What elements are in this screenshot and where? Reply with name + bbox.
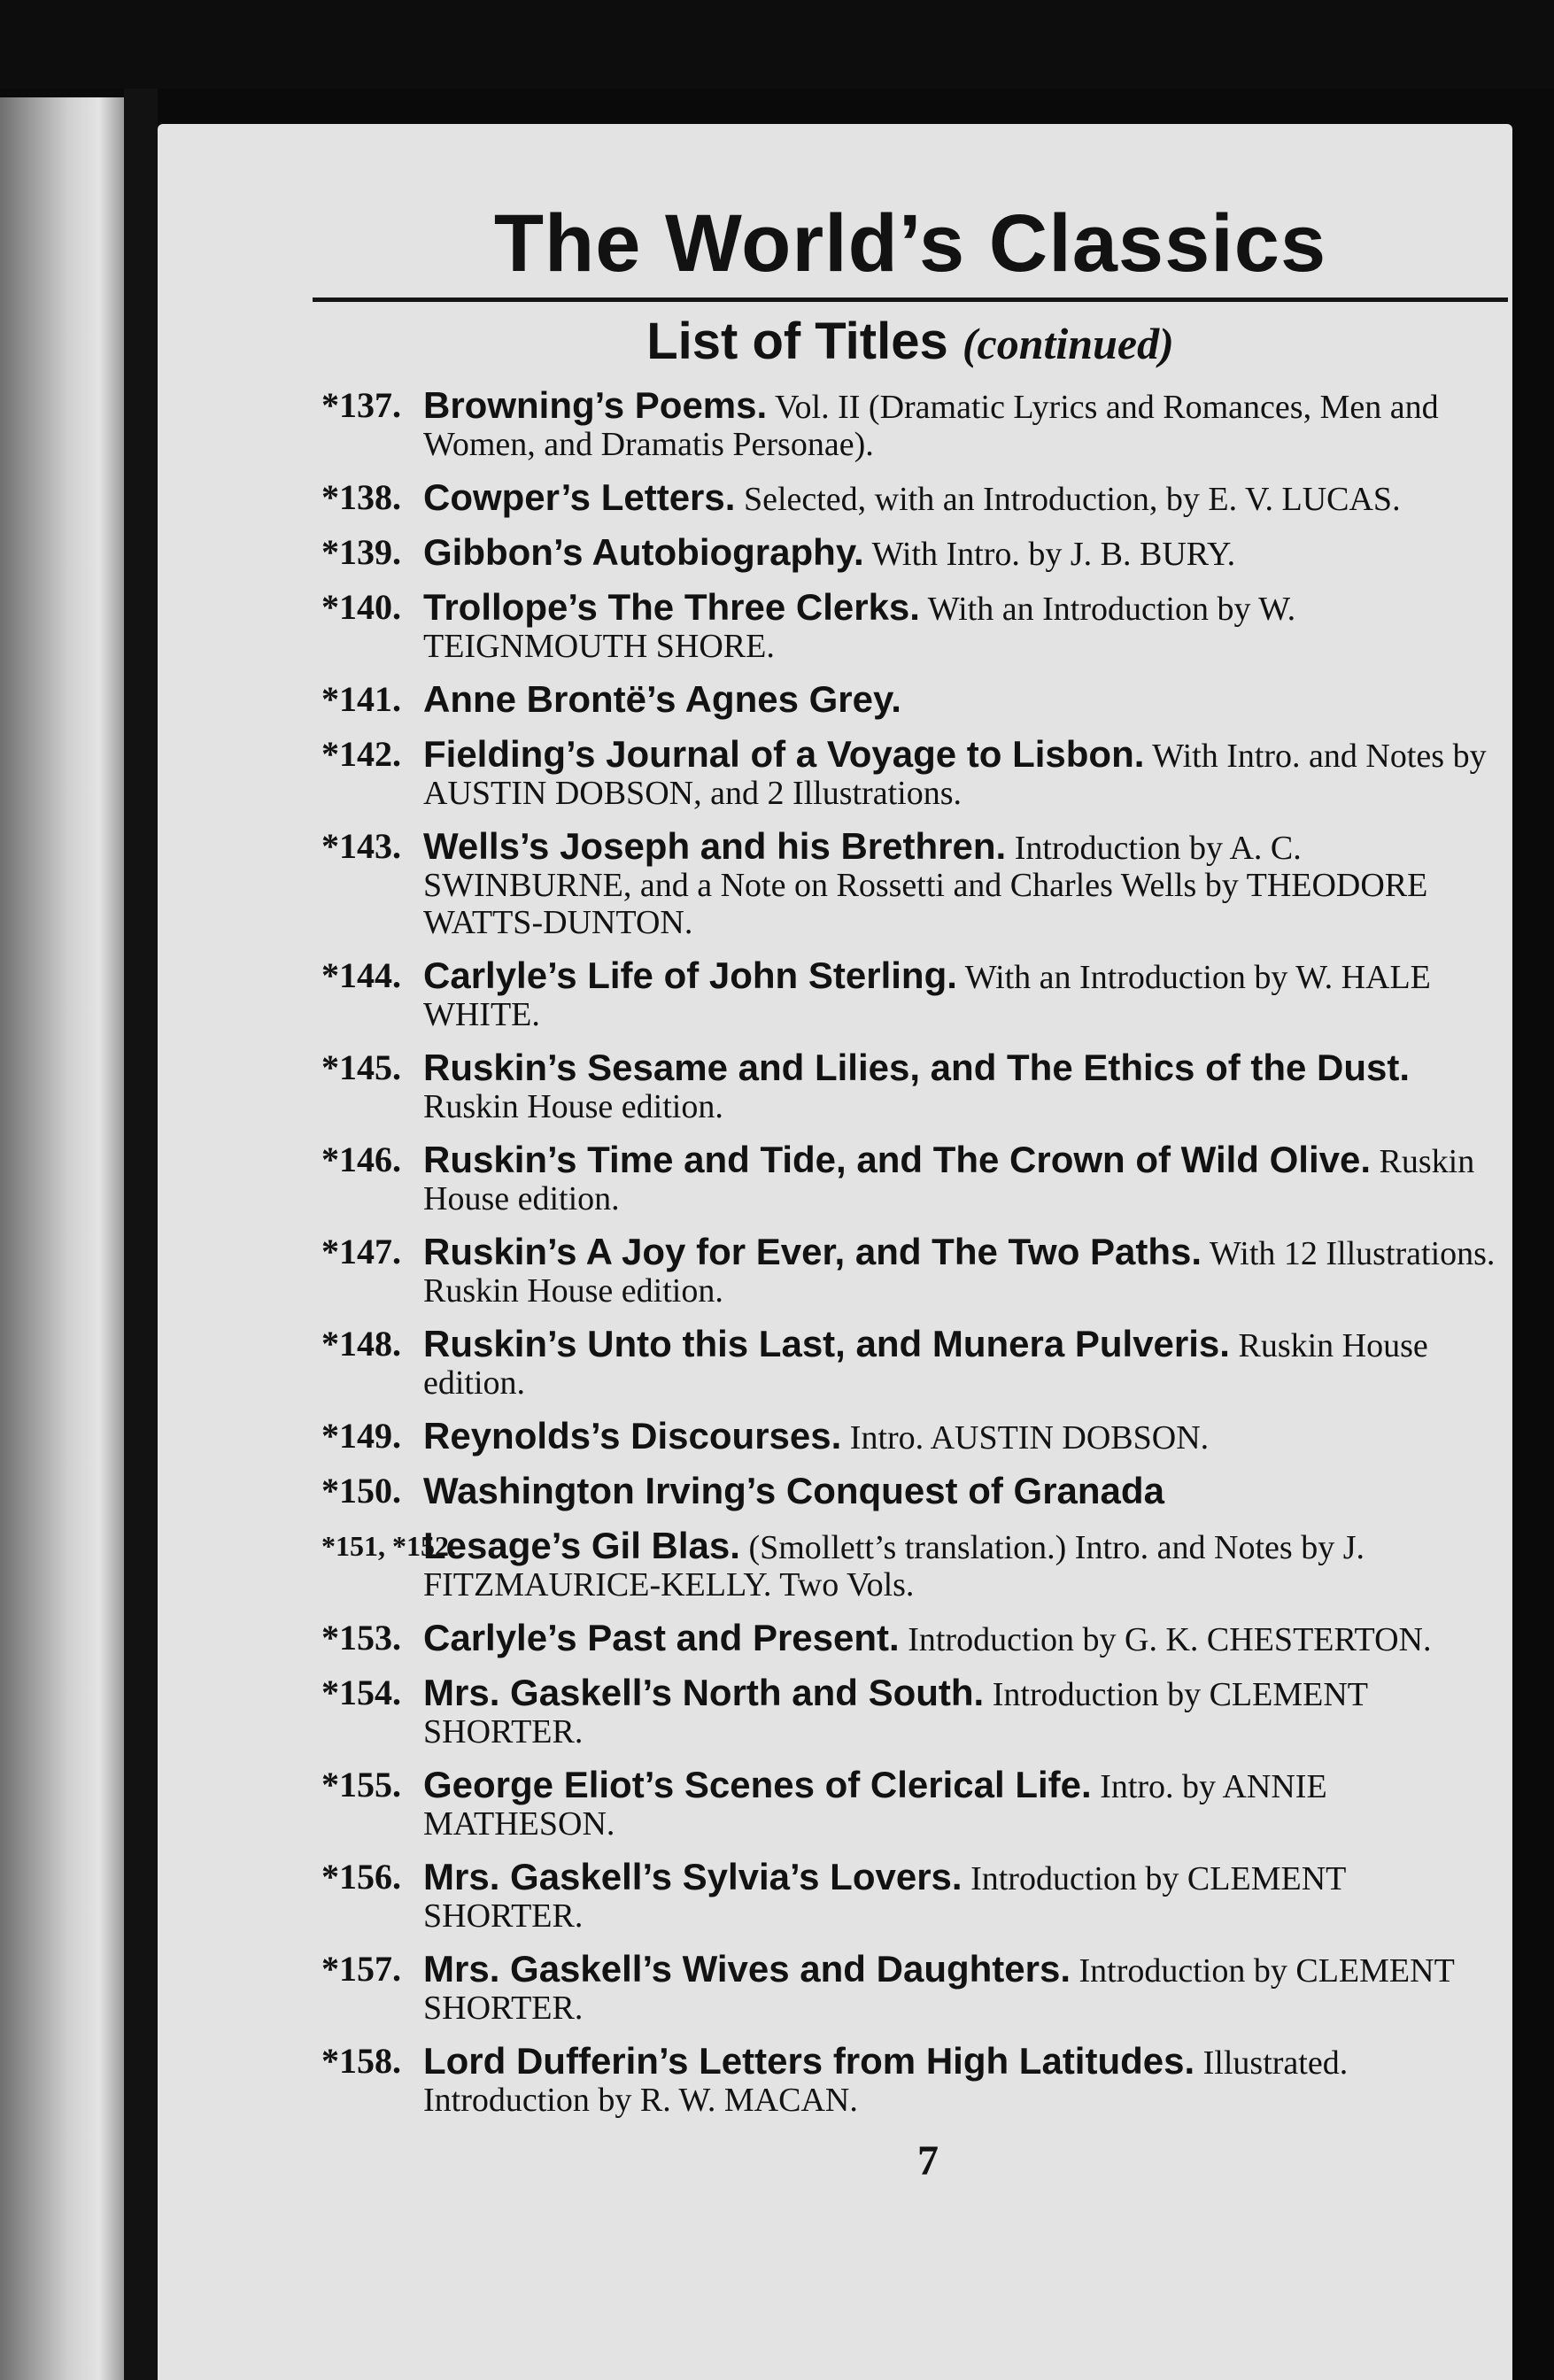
entry-description: Ruskin House edition. [423,1088,723,1125]
entry-title: Browning’s Poems. [423,384,768,426]
entry-number: *142. [321,734,401,774]
title-entry [321,2040,1499,2119]
entry-description: Ruskin House edition. [423,1143,1475,1217]
entry-description: With Intro. and Notes by AUSTIN DOBSON, and 2 Illustrations. [423,738,1487,812]
entry-description: With an Introduction by W. TEIGNMOUTH SHORE. [423,591,1296,665]
entry-title: George Eliot’s Scenes of Clerical Life. [423,1764,1092,1805]
entry-description: Intro. by ANNIE MATHESON. [423,1768,1327,1843]
entry-description: With Intro. by J. B. BURY. [871,536,1236,573]
entry-number: *158. [321,2041,401,2081]
entry-title: Ruskin’s A Joy for Ever, and The Two Paths. [423,1231,1202,1272]
entry-title: Ruskin’s Sesame and Lilies, and The Ethics of the Dust. [423,1047,1411,1088]
title-entry [321,1415,1499,1457]
page-content [321,195,1499,2185]
title-entry [321,954,1499,1033]
entry-title: Lord Dufferin’s Letters from High Latitudes. [423,2040,1195,2082]
entry-number: *147. [321,1232,401,1271]
title-rule [313,298,1508,302]
series-title: The World’s Classics [493,198,1327,289]
entry-title: Mrs. Gaskell’s Wives and Daughters. [423,1948,1071,1990]
entry-number: *137. [321,385,401,425]
page-number: 7 [917,2137,939,2184]
entry-number: *153. [321,1618,401,1658]
entry-description: With 12 Illustrations. Ruskin House edition. [423,1235,1496,1310]
entry-description: Ruskin House edition. [423,1327,1428,1402]
list-heading-text: List of Titles [646,313,948,370]
entry-title: Anne Brontë’s Agnes Grey. [423,678,901,720]
title-entry [321,1527,1499,1603]
title-entry [321,678,1499,720]
title-entry [321,1948,1499,2027]
entry-description: Introduction by CLEMENT SHORTER. [423,1952,1455,2027]
title-entry [321,1619,1499,1658]
list-heading [321,311,1499,375]
entry-number: *157. [321,1949,401,1989]
scan-top-border [0,0,1554,89]
entry-description: (Smollett’s translation.) Intro. and Notes by J. FITZMAURICE-KELLY. Two Vols. [423,1529,1365,1603]
entry-number: *151, *152. [321,1530,456,1562]
title-entry [321,1325,1499,1402]
entry-number: *156. [321,1857,401,1897]
entry-number: *154. [321,1673,401,1712]
entry-description: Illustrated. Introduction by R. W. MACAN. [423,2044,1349,2119]
entry-title: Ruskin’s Unto this Last, and Munera Pulveris. [423,1323,1230,1364]
entry-title: Fielding’s Journal of a Voyage to Lisbon. [423,733,1145,775]
entry-description: Introduction by A. C. SWINBURNE, and a Note on Rossetti and Charles Wells by THEODORE WATTS-DUNTON. [423,830,1428,941]
title-entry [321,1141,1499,1217]
entry-number: *141. [321,679,401,719]
entry-description: Introduction by G. K. CHESTERTON. [908,1621,1432,1658]
title-entry [321,531,1499,573]
entry-title: Carlyle’s Past and Present. [423,1617,900,1658]
entry-number: *140. [321,587,401,627]
entry-number: *155. [321,1765,401,1804]
entry-description: Introduction by CLEMENT SHORTER. [423,1676,1368,1750]
entry-number: *150. [321,1471,401,1511]
entry-title: Mrs. Gaskell’s North and South. [423,1672,985,1713]
title-entry [321,1674,1499,1750]
adjacent-page-edge [0,97,124,2380]
entry-title: Cowper’s Letters. [423,476,736,518]
entry-description: Intro. AUSTIN DOBSON. [849,1419,1210,1457]
title-entry [321,825,1499,941]
scan-right-border [1512,89,1554,2380]
book-page [158,124,1512,2380]
title-entry [321,1766,1499,1843]
entry-number: *138. [321,477,401,517]
entry-title: Washington Irving’s Conquest of Granada [423,1470,1164,1511]
title-entry [321,476,1499,518]
title-entry [321,1472,1499,1511]
title-entry [321,1858,1499,1935]
entry-title: Carlyle’s Life of John Sterling. [423,954,957,996]
entry-title: Wells’s Joseph and his Brethren. [423,825,1007,867]
entry-title: Mrs. Gaskell’s Sylvia’s Lovers. [423,1856,963,1897]
list-heading-note: (continued) [962,319,1174,368]
entry-title: Lesage’s Gil Blas. [423,1525,740,1566]
title-entry [321,733,1499,812]
entry-number: *146. [321,1140,401,1179]
entry-description: With an Introduction by W. HALE WHITE. [423,959,1431,1033]
entry-number: *143. [321,826,401,866]
entry-title: Gibbon’s Autobiography. [423,531,864,573]
entry-title: Ruskin’s Time and Tide, and The Crown of Wild Olive. [423,1139,1371,1180]
entry-number: *145. [321,1047,401,1087]
entry-description: Introduction by CLEMENT SHORTER. [423,1860,1346,1935]
entry-number: *139. [321,532,401,572]
entry-title: Reynolds’s Discourses. [423,1415,842,1457]
title-list [321,384,1499,2119]
entry-description: Selected, with an Introduction, by E. V. LUCAS. [743,481,1401,518]
title-entry [321,384,1499,463]
entry-number: *149. [321,1416,401,1456]
title-entry [321,1049,1499,1125]
entry-number: *144. [321,955,401,995]
title-entry [321,586,1499,665]
book-gutter [124,89,158,2380]
entry-description: Vol. II (Dramatic Lyrics and Romances, Men and Women, and Dramatis Personae). [423,389,1439,463]
entry-number: *148. [321,1324,401,1364]
entry-title: Trollope’s The Three Clerks. [423,586,920,628]
title-entry [321,1233,1499,1310]
